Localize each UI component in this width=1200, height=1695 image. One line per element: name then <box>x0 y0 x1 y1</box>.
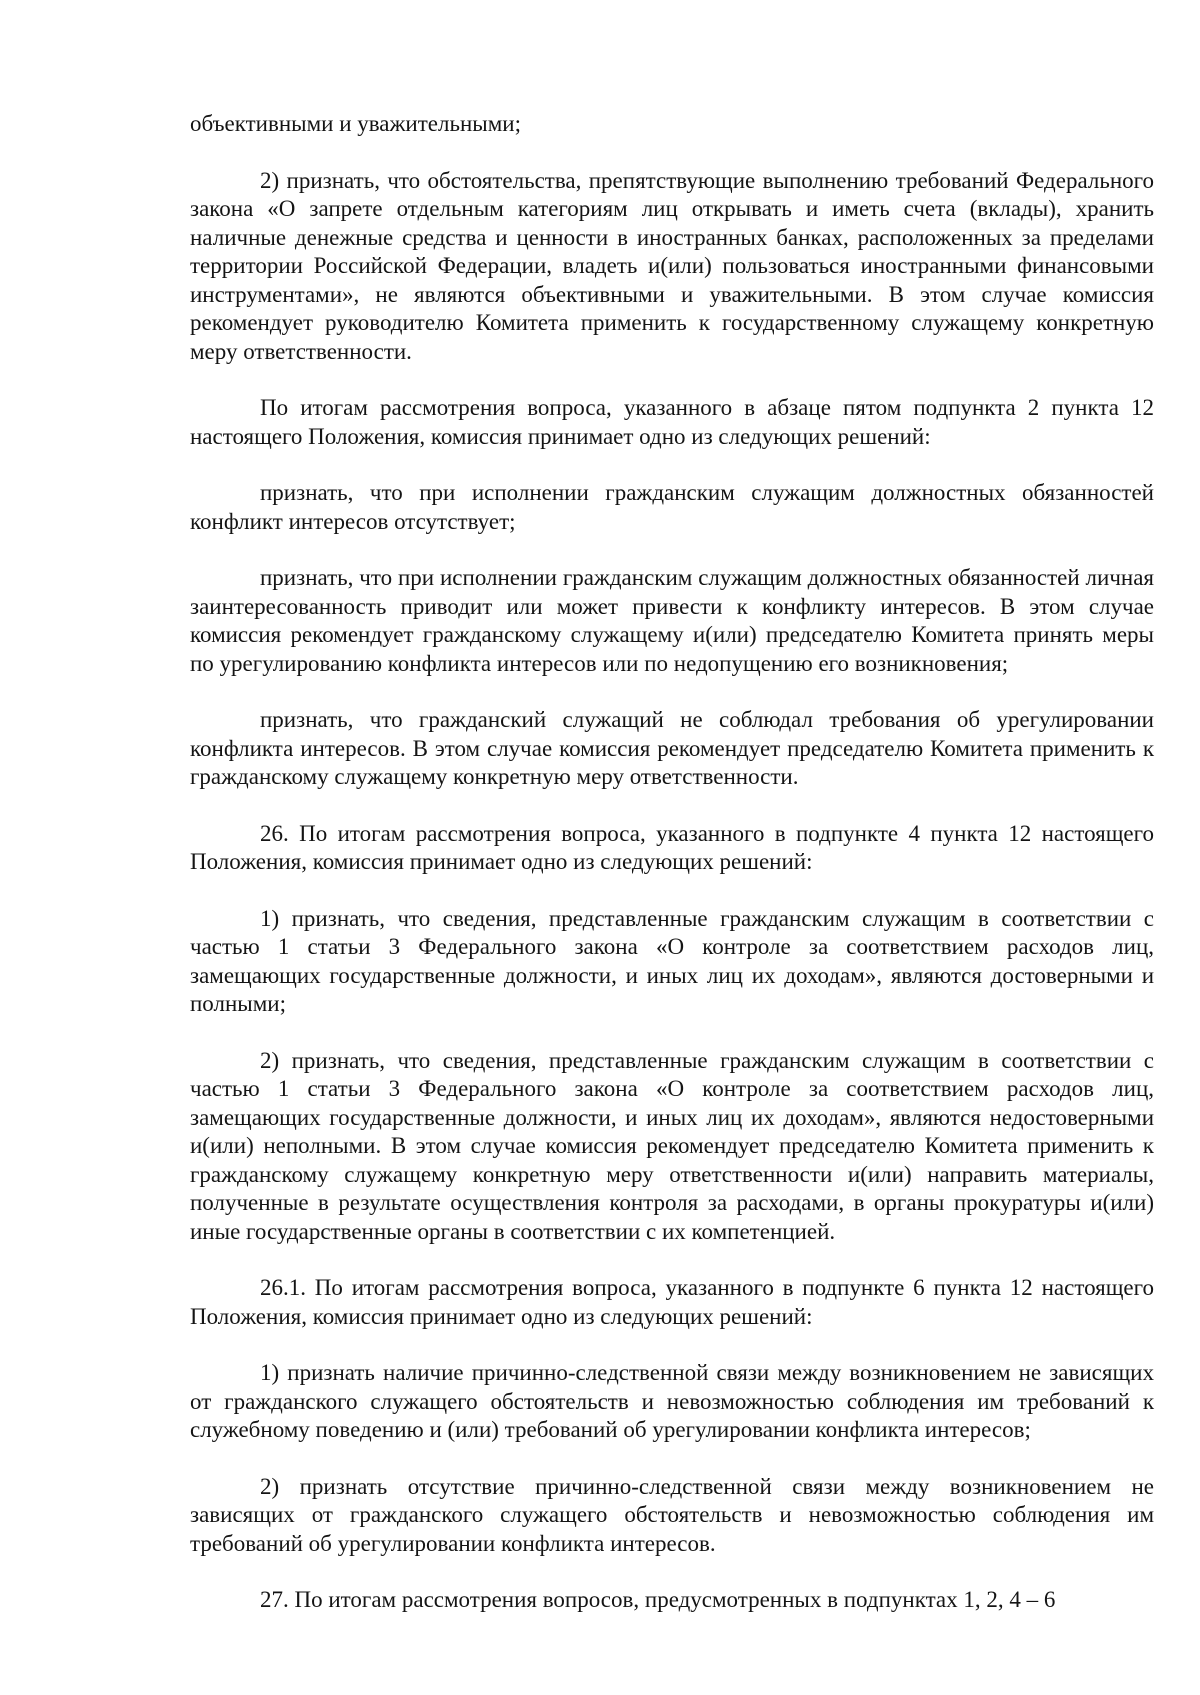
paragraph-continuation: объективными и уважительными; <box>190 111 521 136</box>
paragraph-item-2-foreign-accounts: 2) признать, что обстоятельства, препятствующие выполнению требований Федерального закона «О запрете отдельным категориям лиц открывать и иметь счета (вклады), хранить наличные денежные средства и ценности в иностранных банках, расположенных за пределами территории Российской Федерации, владеть и(или) пользоваться иностранными финансовыми инструментами», не являются объективными и уважительными. В этом случае комиссия рекомендует руководителю Комитета применить к государственному служащему конкретную меру ответственности. <box>190 167 1154 364</box>
paragraph-clause-26-item-1: 1) признать, что сведения, представленные гражданским служащим в соответствии с частью 1 статьи 3 Федерального закона «О контроле за соответствием расходов лиц, замещающих государственные должности, и иных лиц их доходам», являются достоверными и полными; <box>190 905 1154 1016</box>
paragraph-conflict-not-resolved: признать, что гражданский служащий не соблюдал требования об урегулировании конфликта интересов. В этом случае комиссия рекомендует председателю Комитета применить к гражданскому служащему конкретную меру ответственности. <box>190 707 1154 789</box>
paragraph-no-conflict: признать, что при исполнении гражданским служащим должностных обязанностей конфликт интересов отсутствует; <box>190 480 1154 534</box>
paragraph-clause-26-1-item-2: 2) признать отсутствие причинно-следственной связи между возникновением не зависящих от гражданского служащего обстоятельств и невозможностью соблюдения им требований об урегулировании конфликта интересов. <box>190 1473 1154 1556</box>
paragraph-clause-26-1: 26.1. По итогам рассмотрения вопроса, указанного в подпункте 6 пункта 12 настоящего Положения, комиссия принимает одно из следующих решений: <box>190 1275 1154 1329</box>
paragraph-conflict-possible: признать, что при исполнении гражданским служащим должностных обязанностей личная заинтересованность приводит или может привести к конфликту интересов. В этом случае комиссия рекомендует гражданскому служащему и(или) председателю Комитета принять меры по урегулированию конфликта интересов или по недопущению его возникновения; <box>190 565 1154 676</box>
paragraph-clause-26-item-2: 2) признать, что сведения, представленные гражданским служащим в соответствии с частью 1 статьи 3 Федерального закона «О контроле за соответствием расходов лиц, замещающих государственные должности, и иных лиц их доходам», являются недостоверными и(или) неполными. В этом случае комиссия рекомендует председателю Комитета применить к гражданскому служащему конкретную меру ответственности и(или) направить материалы, полученные в результате осуществления контроля за расходами, в органы прокуратуры и(или) иные государственные органы в соответствии с их компетенцией. <box>190 1047 1154 1244</box>
paragraph-clause-27: 27. По итогам рассмотрения вопросов, предусмотренных в подпунктах 1, 2, 4 – 6 <box>260 1587 1056 1612</box>
paragraph-clause-26-1-item-1: 1) признать наличие причинно-следственной связи между возникновением не зависящих от гражданского служащего обстоятельств и невозможностью соблюдения им требований к служебному поведению и (или) требований об урегулировании конфликта интересов; <box>190 1360 1154 1442</box>
paragraph-clause-26: 26. По итогам рассмотрения вопроса, указанного в подпункте 4 пункта 12 настоящего Положения, комиссия принимает одно из следующих решений: <box>190 820 1154 874</box>
paragraph-conflict-question-intro: По итогам рассмотрения вопроса, указанного в абзаце пятом подпункта 2 пункта 12 настоящего Положения, комиссия принимает одно из следующих решений: <box>190 395 1154 449</box>
